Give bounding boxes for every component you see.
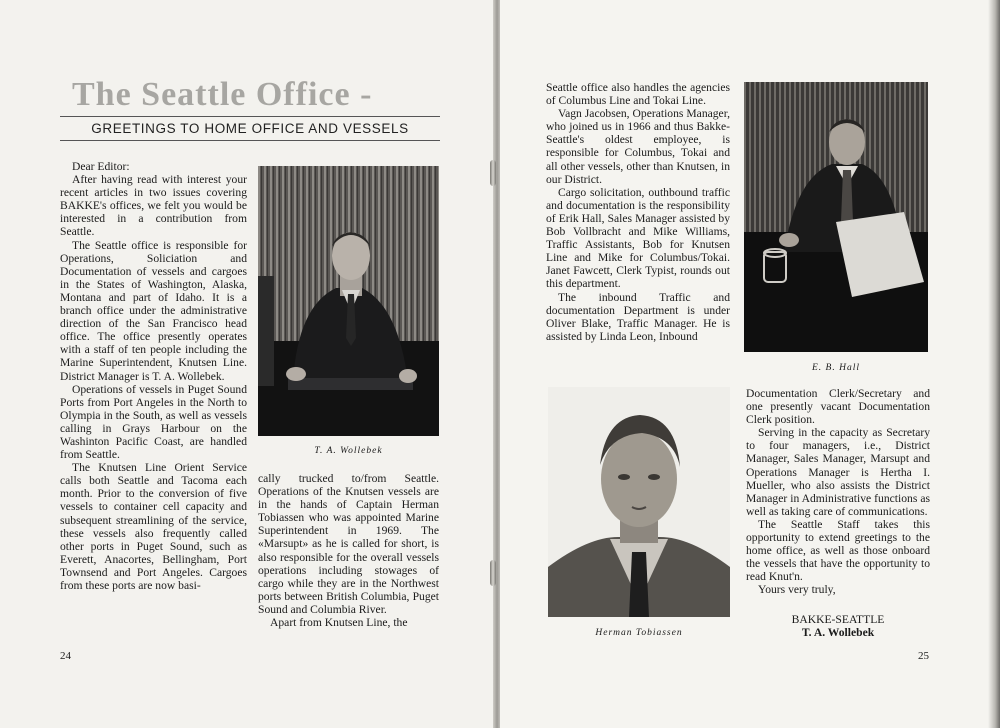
paragraph: The Seattle office is responsible for Operations, Soliciation and Documentation of vessels and cargoes in the States of Washington, Alaska, Montana and part of Idaho. It is a branch office under the administrative direction of the San Francisco head office. The office presently operates with a staff of ten people including the Marine Superintendent, Knutsen Line. District Manager is T. A. Wollebek. [60,238,247,383]
paragraph: Documentation Clerk/Secretary and one presently vacant Documentation Clerk position. [746,387,930,427]
page-number-left: 24 [60,650,71,662]
article-subtitle: GREETINGS TO HOME OFFICE AND VESSELS [91,121,409,136]
paragraph: After having read with interest your recent articles in two issues covering BAKKE's offices, we felt you would be interested in a contribution from Seattle. [60,173,247,239]
right-column-2 [746,387,930,597]
hall-photo [744,82,928,352]
paragraph: Apart from Knutsen Line, the [270,616,408,630]
salutation: Dear Editor: [72,160,130,173]
right-column-1 [546,81,730,343]
paragraph: The inbound Traffic and documentation Department is under Oliver Blake, Traffic Manager. He is assisted by Linda Leon, Inbound [546,290,730,343]
paragraph: Yours very truly, [758,583,836,597]
paragraph: Seattle office also handles the agencies of Columbus Line and Tokai Line. [546,81,730,108]
paragraph: Serving in the capacity as Secretary to four managers, i.e., District Manager, Sales Manager, Marsupt and Operations Manager is Hertha I. Mueller, who also assists the District Manager in Administrative functions as well as taking care of communications. [746,426,930,518]
wollebek-photo-image [258,166,439,436]
signature-company: BAKKE-SEATTLE [791,613,885,626]
title-rule-top [60,116,440,117]
tobiassen-caption: Herman Tobiassen [595,628,683,638]
paragraph: The Seattle Staff takes this opportunity to extend greetings to the home office, as well as those onboard the vessels that have the opportunity to read Knut'n. [746,517,930,584]
page-edge [988,0,1000,728]
staple-top [490,160,496,186]
wollebek-photo [258,166,439,436]
title-rule-bottom [60,140,440,141]
staple-bottom [490,560,496,586]
paragraph: The Knutsen Line Orient Service calls both Seattle and Tacoma each month. Prior to the conversion of five vessels to container cell capacity and subsequent streamlining of the service, these vessels also frequently called other ports in Puget Sound, such as Everett, Anacortes, Bellingham, Port Townsend and Port Angeles. Cargoes from these ports are now basi- [60,461,247,592]
signature-name: T. A. Wollebek [801,626,875,639]
article-title: The Seattle Office - [72,76,373,113]
paragraph: Vagn Jacobsen, Operations Manager, who joined us in 1966 and thus Bakke-Seattle's oldest employee, is responsible for Columbus, Tokai and all other vessels, other than Knutsen, in our District. [546,107,730,186]
right-page [500,0,1000,728]
left-page [0,0,496,728]
hall-photo-image [744,82,928,352]
tobiassen-photo-image [548,387,730,617]
tobiassen-photo [548,387,730,617]
paragraph: Cargo solicitation, outhbound traffic and documentation is the responsibility of Erik Hall, Sales Manager assisted by Bob Vollbracht and Mike Williams, Traffic Assistants, Bob for Knutsen Line and Mike for Columbus/Tokai. Janet Fawcett, Clerk Typist, rounds out this department. [546,185,730,291]
left-column-1 [60,160,247,592]
wollebek-caption: T. A. Wollebek [314,446,383,456]
left-column-2 [258,472,439,629]
page-number-right: 25 [918,650,929,662]
hall-caption: E. B. Hall [812,363,860,373]
paragraph: cally trucked to/from Seattle. Operations of the Knutsen vessels are in the hands of Captain Herman Tobiassen who was appointed Marine Superintendent in 1969. The «Marsupt» as he is called for short, is also responsible for the overall vessels operations including stowages of cargo while they are in the Northwest ports between British Columbia, Puget Sound and Columbia River. [258,472,439,616]
paragraph: Operations of vessels in Puget Sound Ports from Port Angeles in the North to Olympia in the South, as well as vessels calling in Grays Harbour on the Washinton Pacific Coast, are handled from Seattle. [60,382,247,462]
signature-block [746,613,930,639]
